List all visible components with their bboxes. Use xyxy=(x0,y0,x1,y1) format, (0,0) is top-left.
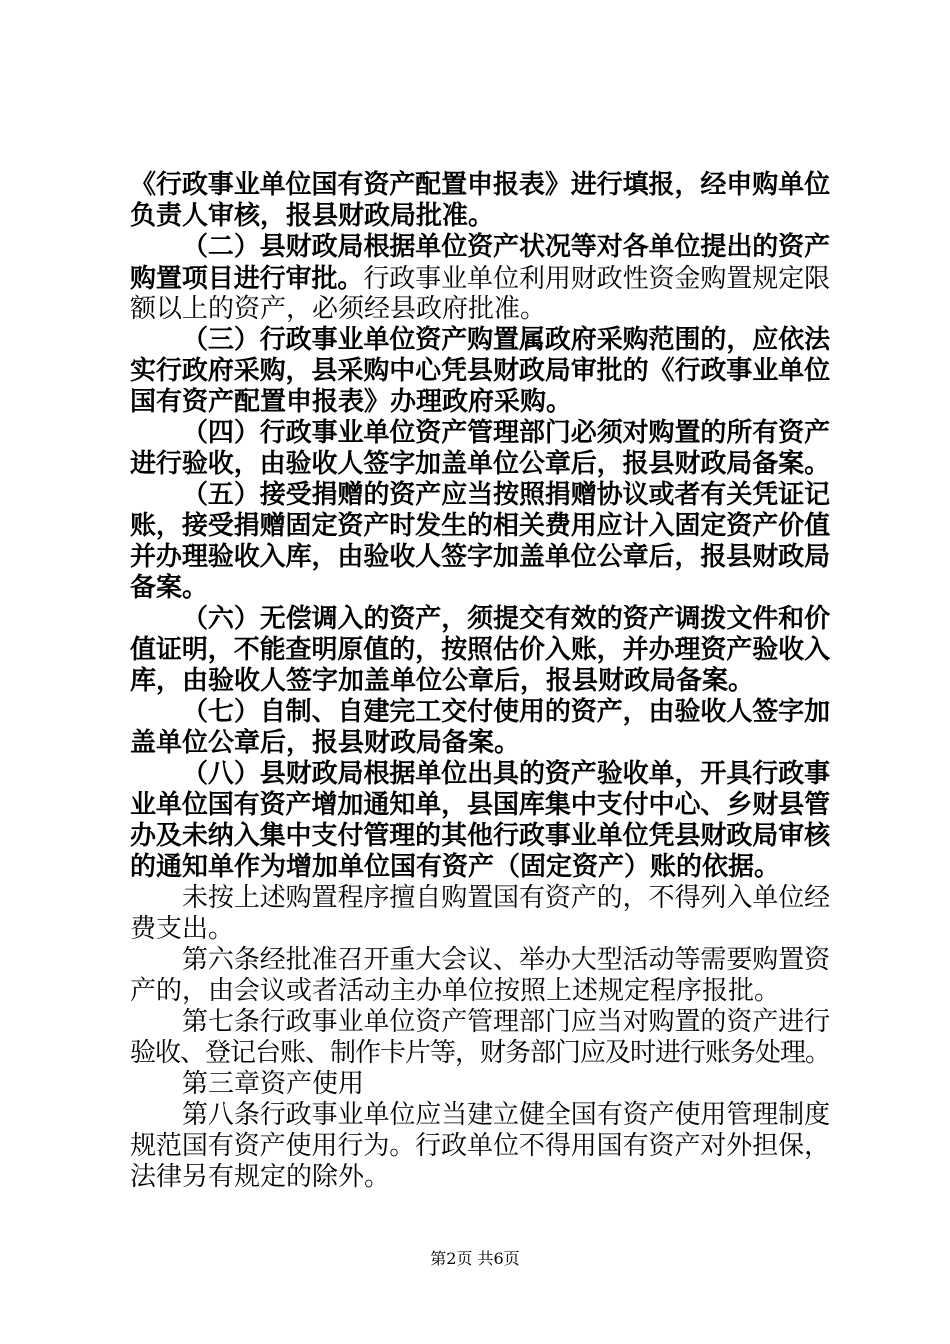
text-line: 未按上述购置程序擅自购置国有资产的，不得列入单位经 xyxy=(182,883,830,913)
text-line: 的通知单作为增加单位国有资产（固定资产）账的依据。 xyxy=(130,852,781,882)
text-line: 账，接受捐赠固定资产时发生的相关费用应计入固定资产价值 xyxy=(130,511,830,541)
text-line: （四）行政事业单位资产管理部门必须对购置的所有资产 xyxy=(182,418,830,448)
text-line: 费支出。 xyxy=(130,914,235,944)
text-line: 验收、登记台账、制作卡片等，财务部门应及时进行账务处理。 xyxy=(130,1038,830,1068)
text-line xyxy=(130,263,830,294)
text-line: 第六条经批准召开重大会议、举办大型活动等需要购置资 xyxy=(182,945,830,975)
text-line: 额以上的资产，必须经县政府批准。 xyxy=(130,294,547,324)
text-line: 第八条行政事业单位应当建立健全国有资产使用管理制度 xyxy=(182,1100,830,1130)
text-run-bold: 购置项目进行审批。 xyxy=(130,264,364,294)
document-body xyxy=(130,170,830,1193)
text-line: （三）行政事业单位资产购置属政府采购范围的，应依法 xyxy=(182,325,830,355)
text-line: 业单位国有资产增加通知单，县国库集中支付中心、乡财县管 xyxy=(130,790,830,820)
text-line: 盖单位公章后，报县财政局备案。 xyxy=(130,728,521,758)
text-line: 实行政府采购，县采购中心凭县财政局审批的《行政事业单位 xyxy=(130,356,830,386)
text-line: 第三章资产使用 xyxy=(182,1069,365,1099)
text-line: （七）自制、自建完工交付使用的资产，由验收人签字加 xyxy=(182,697,830,727)
text-line: 值证明，不能查明原值的，按照估价入账，并办理资产验收入 xyxy=(130,635,830,665)
text-line: 法律另有规定的除外。 xyxy=(130,1162,391,1192)
page-footer: 第2页 共6页 xyxy=(430,1249,520,1268)
text-line: 《行政事业单位国有资产配置申报表》进行填报，经申购单位 xyxy=(130,170,830,200)
text-line: 产的，由会议或者活动主办单位按照上述规定程序报批。 xyxy=(130,976,781,1006)
text-line: 国有资产配置申报表》办理政府采购。 xyxy=(130,387,573,417)
text-line: （五）接受捐赠的资产应当按照捐赠协议或者有关凭证记 xyxy=(182,480,830,510)
text-line: 第七条行政事业单位资产管理部门应当对购置的资产进行 xyxy=(182,1007,830,1037)
text-line: 库，由验收人签字加盖单位公章后，报县财政局备案。 xyxy=(130,666,755,696)
text-line: 备案。 xyxy=(130,573,209,603)
text-line: 负责人审核，报县财政局批准。 xyxy=(130,201,495,231)
text-run-regular: 行政事业单位利用财政性资金购置规定限 xyxy=(363,264,830,294)
text-line: （八）县财政局根据单位出具的资产验收单，开具行政事 xyxy=(182,759,830,789)
text-line: 规范国有资产使用行为。行政单位不得用国有资产对外担保， xyxy=(130,1131,830,1161)
text-line: （二）县财政局根据单位资产状况等对各单位提出的资产 xyxy=(182,232,830,262)
text-line: 并办理验收入库，由验收人签字加盖单位公章后，报县财政局 xyxy=(130,542,830,572)
text-line: 办及未纳入集中支付管理的其他行政事业单位凭县财政局审核 xyxy=(130,821,830,851)
text-line: （六）无偿调入的资产，须提交有效的资产调拨文件和价 xyxy=(182,604,830,634)
text-line: 进行验收，由验收人签字加盖单位公章后，报县财政局备案。 xyxy=(130,449,830,479)
